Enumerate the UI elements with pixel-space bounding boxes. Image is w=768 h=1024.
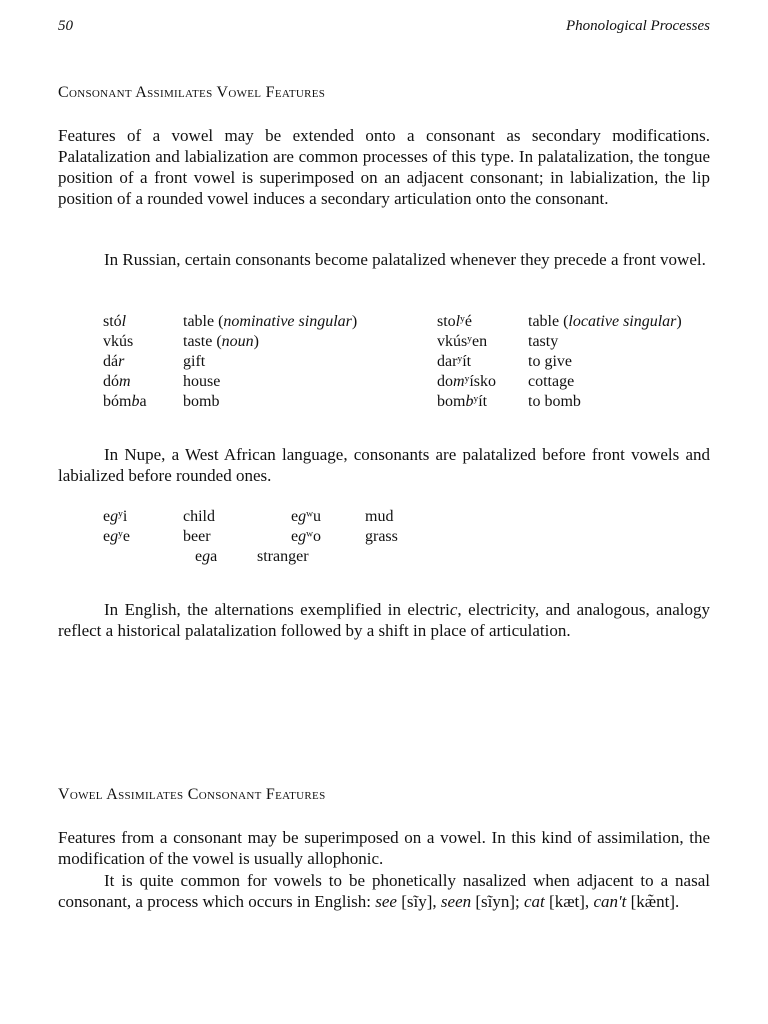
table-row [103,507,443,527]
running-title: Phonological Processes [565,18,710,34]
nupe-gloss: stranger [257,548,309,565]
nupe-example-table [103,507,443,567]
russian-derived-word: stolʸé [437,313,472,330]
russian-gloss: gift [183,353,206,370]
nupe-word: egʸi [103,508,128,525]
russian-word: bómba [103,393,147,410]
nupe-word: egʸe [103,528,130,545]
paragraph-2: In Russian, certain consonants become palatalized whenever they precede a front vowel. [104,250,706,269]
russian-gloss: taste (noun) [183,333,259,350]
russian-derived-gloss: to bomb [528,393,581,410]
russian-gloss: table (nominative singular) [183,313,358,330]
russian-derived-gloss: tasty [528,333,559,350]
paragraph-3: In Nupe, a West African language, consonants are palatalized before front vowels and labialized before rounded ones. [58,445,710,485]
russian-word: vkús [103,333,134,350]
russian-derived-gloss: cottage [528,373,575,390]
paragraph-5: Features from a consonant may be superimposed on a vowel. In this kind of assimilation, the modification of the vowel is usually allophonic. [58,828,710,868]
paragraph-6: It is quite common for vowels to be phonetically nasalized when adjacent to a nasal consonant, a process which occurs in English: see [sĩy], seen [sĩyn]; cat [kæt], can't [kæ̃nt]. [58,871,710,911]
table-row [103,527,443,547]
nupe-gloss: beer [183,528,211,545]
nupe-gloss: grass [365,528,398,545]
paragraph-1: Features of a vowel may be extended onto a consonant as secondary modifications. Palatalization and labialization are common processes of this type. In palatalization, the tongue position of a front vowel is superimposed on an adjacent consonant; in labialization, the lip position of a rounded vowel induces a secondary articulation onto the consonant. [58,126,710,208]
russian-derived-gloss: to give [528,353,572,370]
russian-derived-word: darʸít [437,353,472,370]
russian-gloss: house [183,373,221,390]
nupe-word: egʷu [291,508,321,525]
nupe-word: ega [195,548,218,565]
table-row [103,547,443,567]
table-row [103,372,723,392]
nupe-word: egʷo [291,528,321,545]
nupe-gloss: mud [365,508,394,525]
russian-word: dár [103,353,125,370]
russian-derived-word: bombʸít [437,393,488,410]
russian-gloss: bomb [183,393,220,410]
table-row [103,392,723,412]
russian-word: stól [103,313,127,330]
table-row [103,352,723,372]
page-header [58,18,710,38]
russian-example-table [103,312,723,412]
russian-derived-word: vkúsʸen [437,333,488,350]
russian-derived-word: domʸísko [437,373,496,390]
table-row [103,332,723,352]
russian-word: dóm [103,373,131,390]
section-heading-1: Consonant Assimilates Vowel Features [58,84,326,101]
nupe-gloss: child [183,508,215,525]
paragraph-4: In English, the alternations exemplified in electric, electricity, and analogous, analogy reflect a historical palatalization followed by a shift in place of articulation. [58,600,710,640]
table-row [103,312,723,332]
page-number: 50 [58,18,73,34]
section-heading-2: Vowel Assimilates Consonant Features [58,786,326,803]
russian-derived-gloss: table (locative singular) [528,313,682,330]
